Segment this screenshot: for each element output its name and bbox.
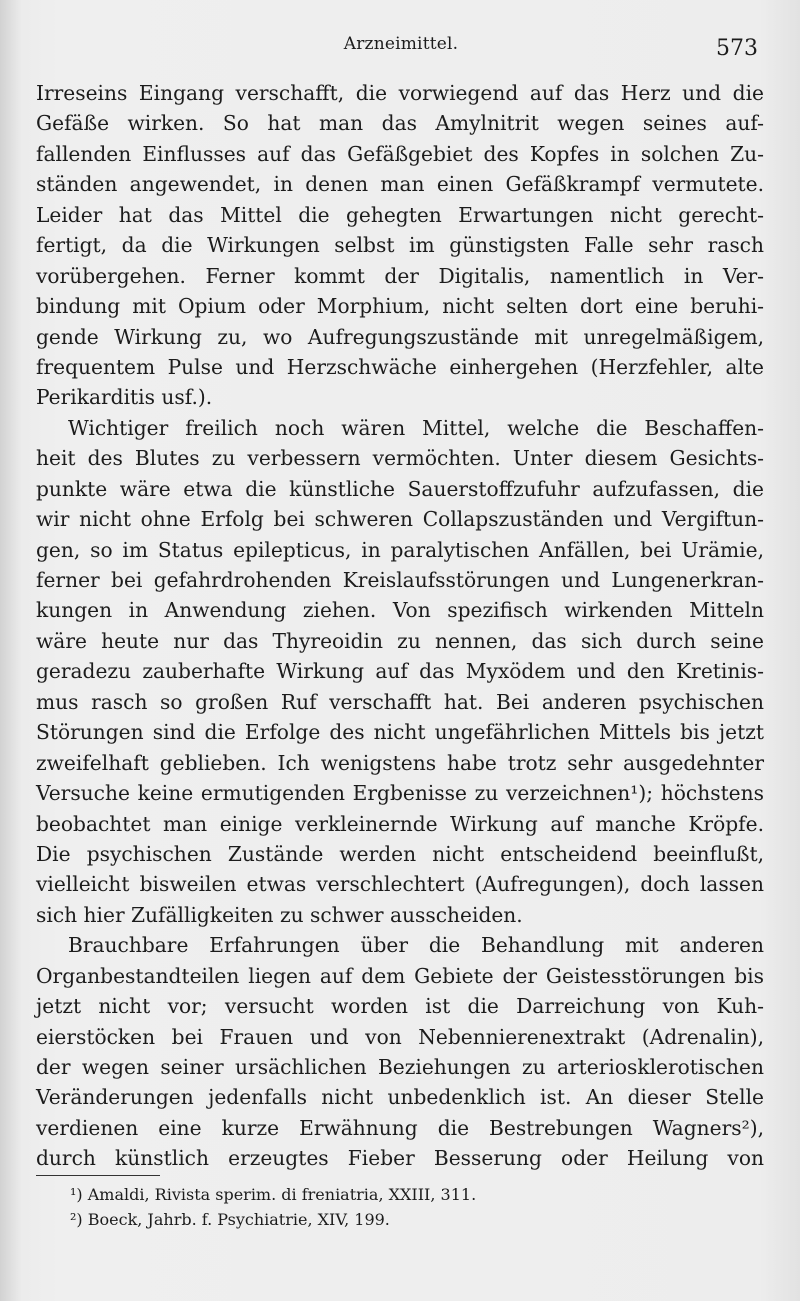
- footnotes: [70, 1182, 760, 1232]
- text-line: wäre heute nur das Thyreoidin zu nennen, das sich durch seine: [36, 628, 764, 653]
- text-line: Die psychischen Zustände werden nicht entscheidend beeinflußt,: [36, 841, 764, 866]
- text-line: gende Wirkung zu, wo Aufregungszustände mit unregelmäßigem,: [36, 324, 764, 349]
- text-line: punkte wäre etwa die künstliche Sauerstoffzufuhr aufzufassen, die: [36, 476, 764, 501]
- footnote: ²) Boeck, Jahrb. f. Psychiatrie, XIV, 199.: [70, 1210, 390, 1229]
- text-line: fertigt, da die Wirkungen selbst im günstigsten Falle sehr rasch: [36, 233, 764, 258]
- text-line: zweifelhaft geblieben. Ich wenigstens habe trotz sehr ausgedehnter: [36, 750, 764, 775]
- text-line: Irreseins Eingang verschafft, die vorwiegend auf das Herz und die: [36, 81, 764, 105]
- text-line: Wichtiger freilich noch wären Mittel, welche die Beschaffen-: [68, 415, 764, 440]
- text-line: Veränderungen jedenfalls nicht unbedenklich ist. An dieser Stelle: [36, 1085, 764, 1110]
- text-line: durch künstlich erzeugtes Fieber Besserung oder Heilung von: [36, 1146, 764, 1171]
- running-head: Arzneimittel.: [343, 34, 459, 54]
- text-line: eierstöcken bei Frauen und von Nebennierenextrakt (Adrenalin),: [36, 1024, 764, 1049]
- text-line: beobachtet man einige verkleinernde Wirkung auf manche Kröpfe.: [36, 811, 764, 836]
- page-number: 573: [716, 36, 758, 61]
- text-line: sich hier Zufälligkeiten zu schwer ausscheiden.: [36, 902, 523, 927]
- text-line: Organbestandteilen liegen auf dem Gebiete der Geistesstörungen bis: [36, 963, 764, 988]
- text-line: jetzt nicht vor; versucht worden ist die Darreichung von Kuh-: [36, 994, 764, 1019]
- text-line: wir nicht ohne Erfolg bei schweren Collapszuständen und Vergiftun-: [36, 507, 764, 532]
- text-line: Gefäße wirken. So hat man das Amylnitrit wegen seines auf-: [36, 111, 764, 136]
- page-header: [36, 30, 766, 64]
- footnote: ¹) Amaldi, Rivista sperim. di freniatria, XXIII, 311.: [70, 1185, 477, 1204]
- text-line: frequentem Pulse und Herzschwäche einhergehen (Herzfehler, alte: [36, 354, 764, 379]
- text-line: der wegen seiner ursächlichen Beziehungen zu arteriosklerotischen: [36, 1055, 764, 1079]
- text-line: vielleicht bisweilen etwas verschlechtert (Aufregungen), doch lassen: [36, 872, 764, 897]
- text-line: mus rasch so großen Ruf verschafft hat. Bei anderen psychischen: [36, 689, 764, 714]
- paragraph: [36, 413, 764, 930]
- footnote-rule: [36, 1175, 160, 1176]
- text-line: geradezu zauberhafte Wirkung auf das Myxödem und den Kretinis-: [36, 659, 764, 684]
- text-line: Brauchbare Erfahrungen über die Behandlung mit anderen: [68, 933, 764, 958]
- text-line: Perikarditis usf.).: [36, 385, 213, 410]
- text-line: heit des Blutes zu verbessern vermöchten. Unter diesem Gesichts-: [36, 446, 764, 471]
- text-line: ferner bei gefahrdrohenden Kreislaufsstörungen und Lungenerkran-: [36, 568, 764, 592]
- paragraph: [36, 930, 764, 1174]
- text-line: fallenden Einflusses auf das Gefäßgebiet des Kopfes in solchen Zu-: [36, 141, 764, 166]
- text-line: kungen in Anwendung ziehen. Von spezifisch wirkenden Mitteln: [36, 598, 764, 623]
- text-line: verdienen eine kurze Erwähnung die Bestrebungen Wagners²),: [36, 1115, 764, 1140]
- text-line: ständen angewendet, in denen man einen Gefäßkrampf vermutete.: [36, 172, 764, 197]
- text-line: Störungen sind die Erfolge des nicht ungefährlichen Mittels bis jetzt: [36, 720, 764, 745]
- text-line: gen, so im Status epilepticus, in paralytischen Anfällen, bei Urämie,: [36, 537, 764, 562]
- body-text: [36, 78, 764, 1174]
- text-line: Versuche keine ermutigenden Ergbenisse zu verzeichnen¹); höchstens: [36, 781, 764, 806]
- text-line: vorübergehen. Ferner kommt der Digitalis, namentlich in Ver-: [36, 263, 764, 288]
- text-line: bindung mit Opium oder Morphium, nicht selten dort eine beruhi-: [36, 294, 764, 319]
- paragraph: [36, 78, 764, 413]
- text-line: Leider hat das Mittel die gehegten Erwartungen nicht gerecht-: [36, 202, 764, 227]
